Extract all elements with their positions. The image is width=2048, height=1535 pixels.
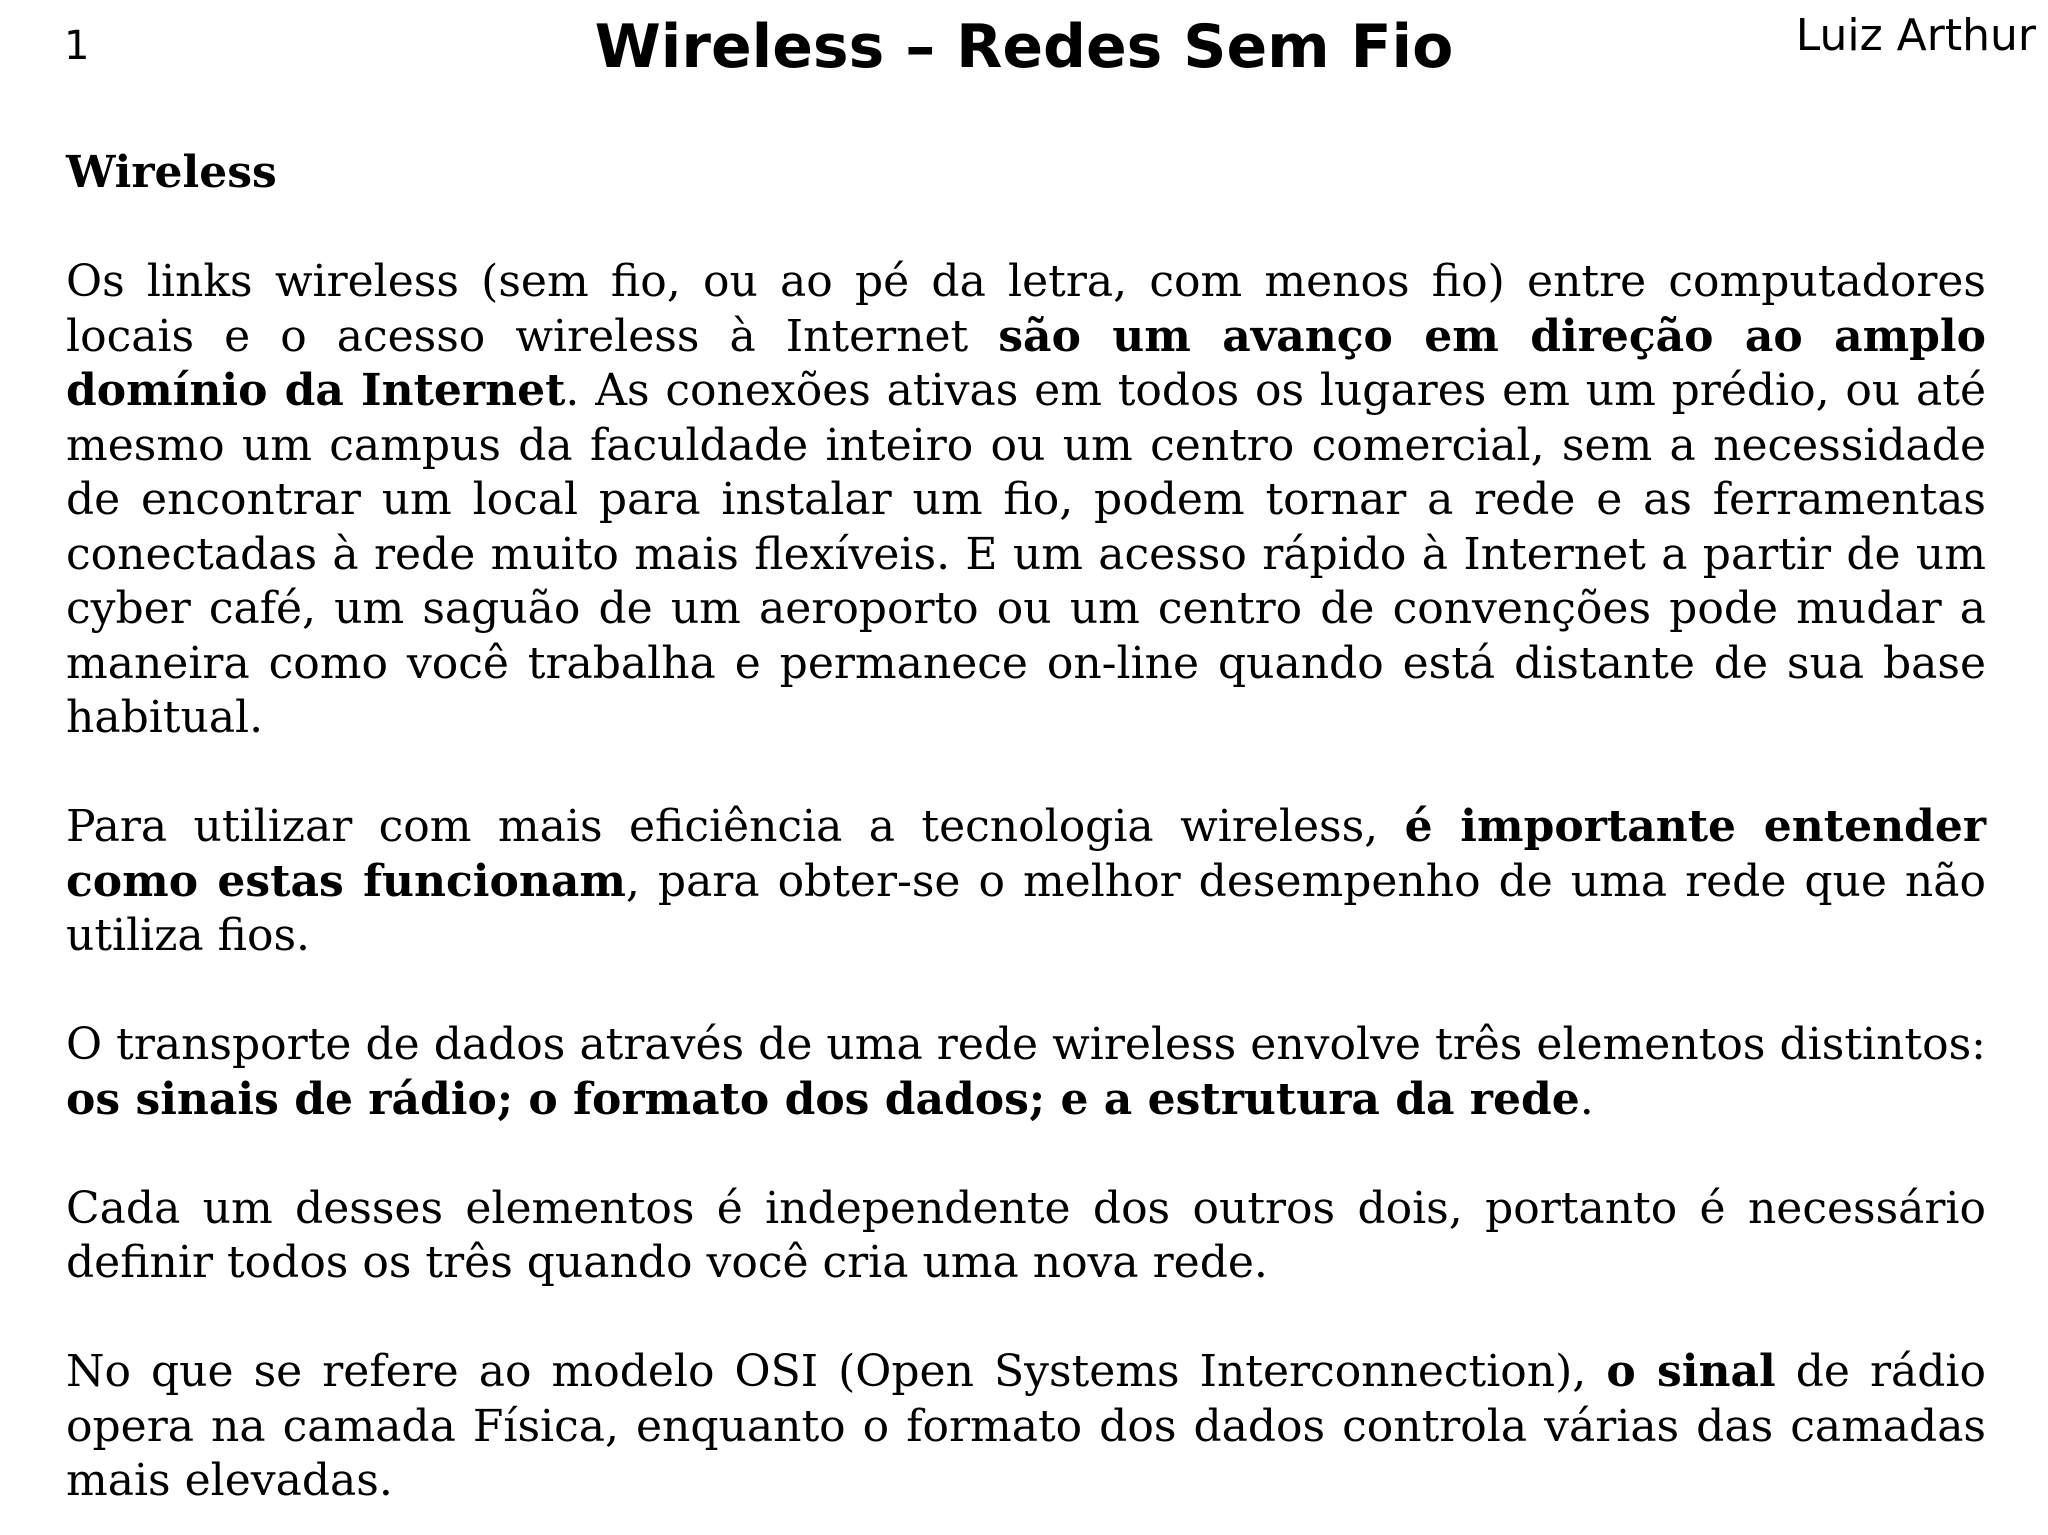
- paragraph-independence: [66, 1182, 1986, 1291]
- document-body: [66, 146, 1986, 1509]
- paragraph-osi: [66, 1345, 1986, 1509]
- paragraph-text: , para obter-se o melhor desempenho de uma rede que não utiliza fios.: [66, 855, 1986, 961]
- paragraph-efficiency: [66, 800, 1986, 964]
- page-title: Wireless – Redes Sem Fio: [594, 12, 1454, 82]
- paragraph-text: Para utilizar com mais eficiência a tecnologia wireless,: [66, 801, 1405, 852]
- author-name: Luiz Arthur: [1795, 10, 2036, 61]
- emphasis-text: é importante entender como estas funcionam: [66, 801, 1986, 907]
- section-heading: Wireless: [66, 147, 277, 198]
- emphasis-text: o sinal: [1606, 1346, 1776, 1397]
- page-number: 1: [64, 23, 90, 69]
- paragraph-intro: [66, 255, 1986, 746]
- emphasis-text: os sinais de rádio; o formato dos dados; e a estrutura da rede: [66, 1073, 1580, 1125]
- paragraph-text: Cada um desses elementos é independente dos outros dois, portanto é necessário definir todos os três quando você cria uma nova rede.: [66, 1182, 1986, 1288]
- paragraph-text: O transporte de dados através de uma rede wireless envolve três elementos distintos:: [66, 1019, 1986, 1070]
- paragraph-text: de rádio opera na camada Física, enquanto o formato dos dados controla várias das camadas mais elevadas.: [66, 1346, 1986, 1506]
- paragraph-text: .: [1579, 1073, 1594, 1125]
- paragraph-elements: [66, 1018, 1986, 1127]
- paragraph-text: Os links wireless (sem fio, ou ao pé da letra, com menos fio) entre computadores locais e o acesso wireless à Internet: [66, 256, 1986, 362]
- paragraph-text: . As conexões ativas em todos os lugares em um prédio, ou até mesmo um campus da faculdade inteiro ou um centro comercial, sem a necessidade de encontrar um local para instalar um fio, podem tornar a rede e as ferramentas conectadas à rede muito mais flexíveis. E um acesso rápido à Internet a partir de um cyber café, um saguão de um aeroporto ou um centro de convenções pode mudar a maneira como você trabalha e permanece on-line quando está distante de sua base habitual.: [66, 365, 1987, 743]
- paragraph-text: No que se refere ao modelo OSI (Open Systems Interconnection),: [66, 1346, 1607, 1397]
- emphasis-text: são um avanço em direção ao amplo domínio da Internet: [66, 310, 1986, 416]
